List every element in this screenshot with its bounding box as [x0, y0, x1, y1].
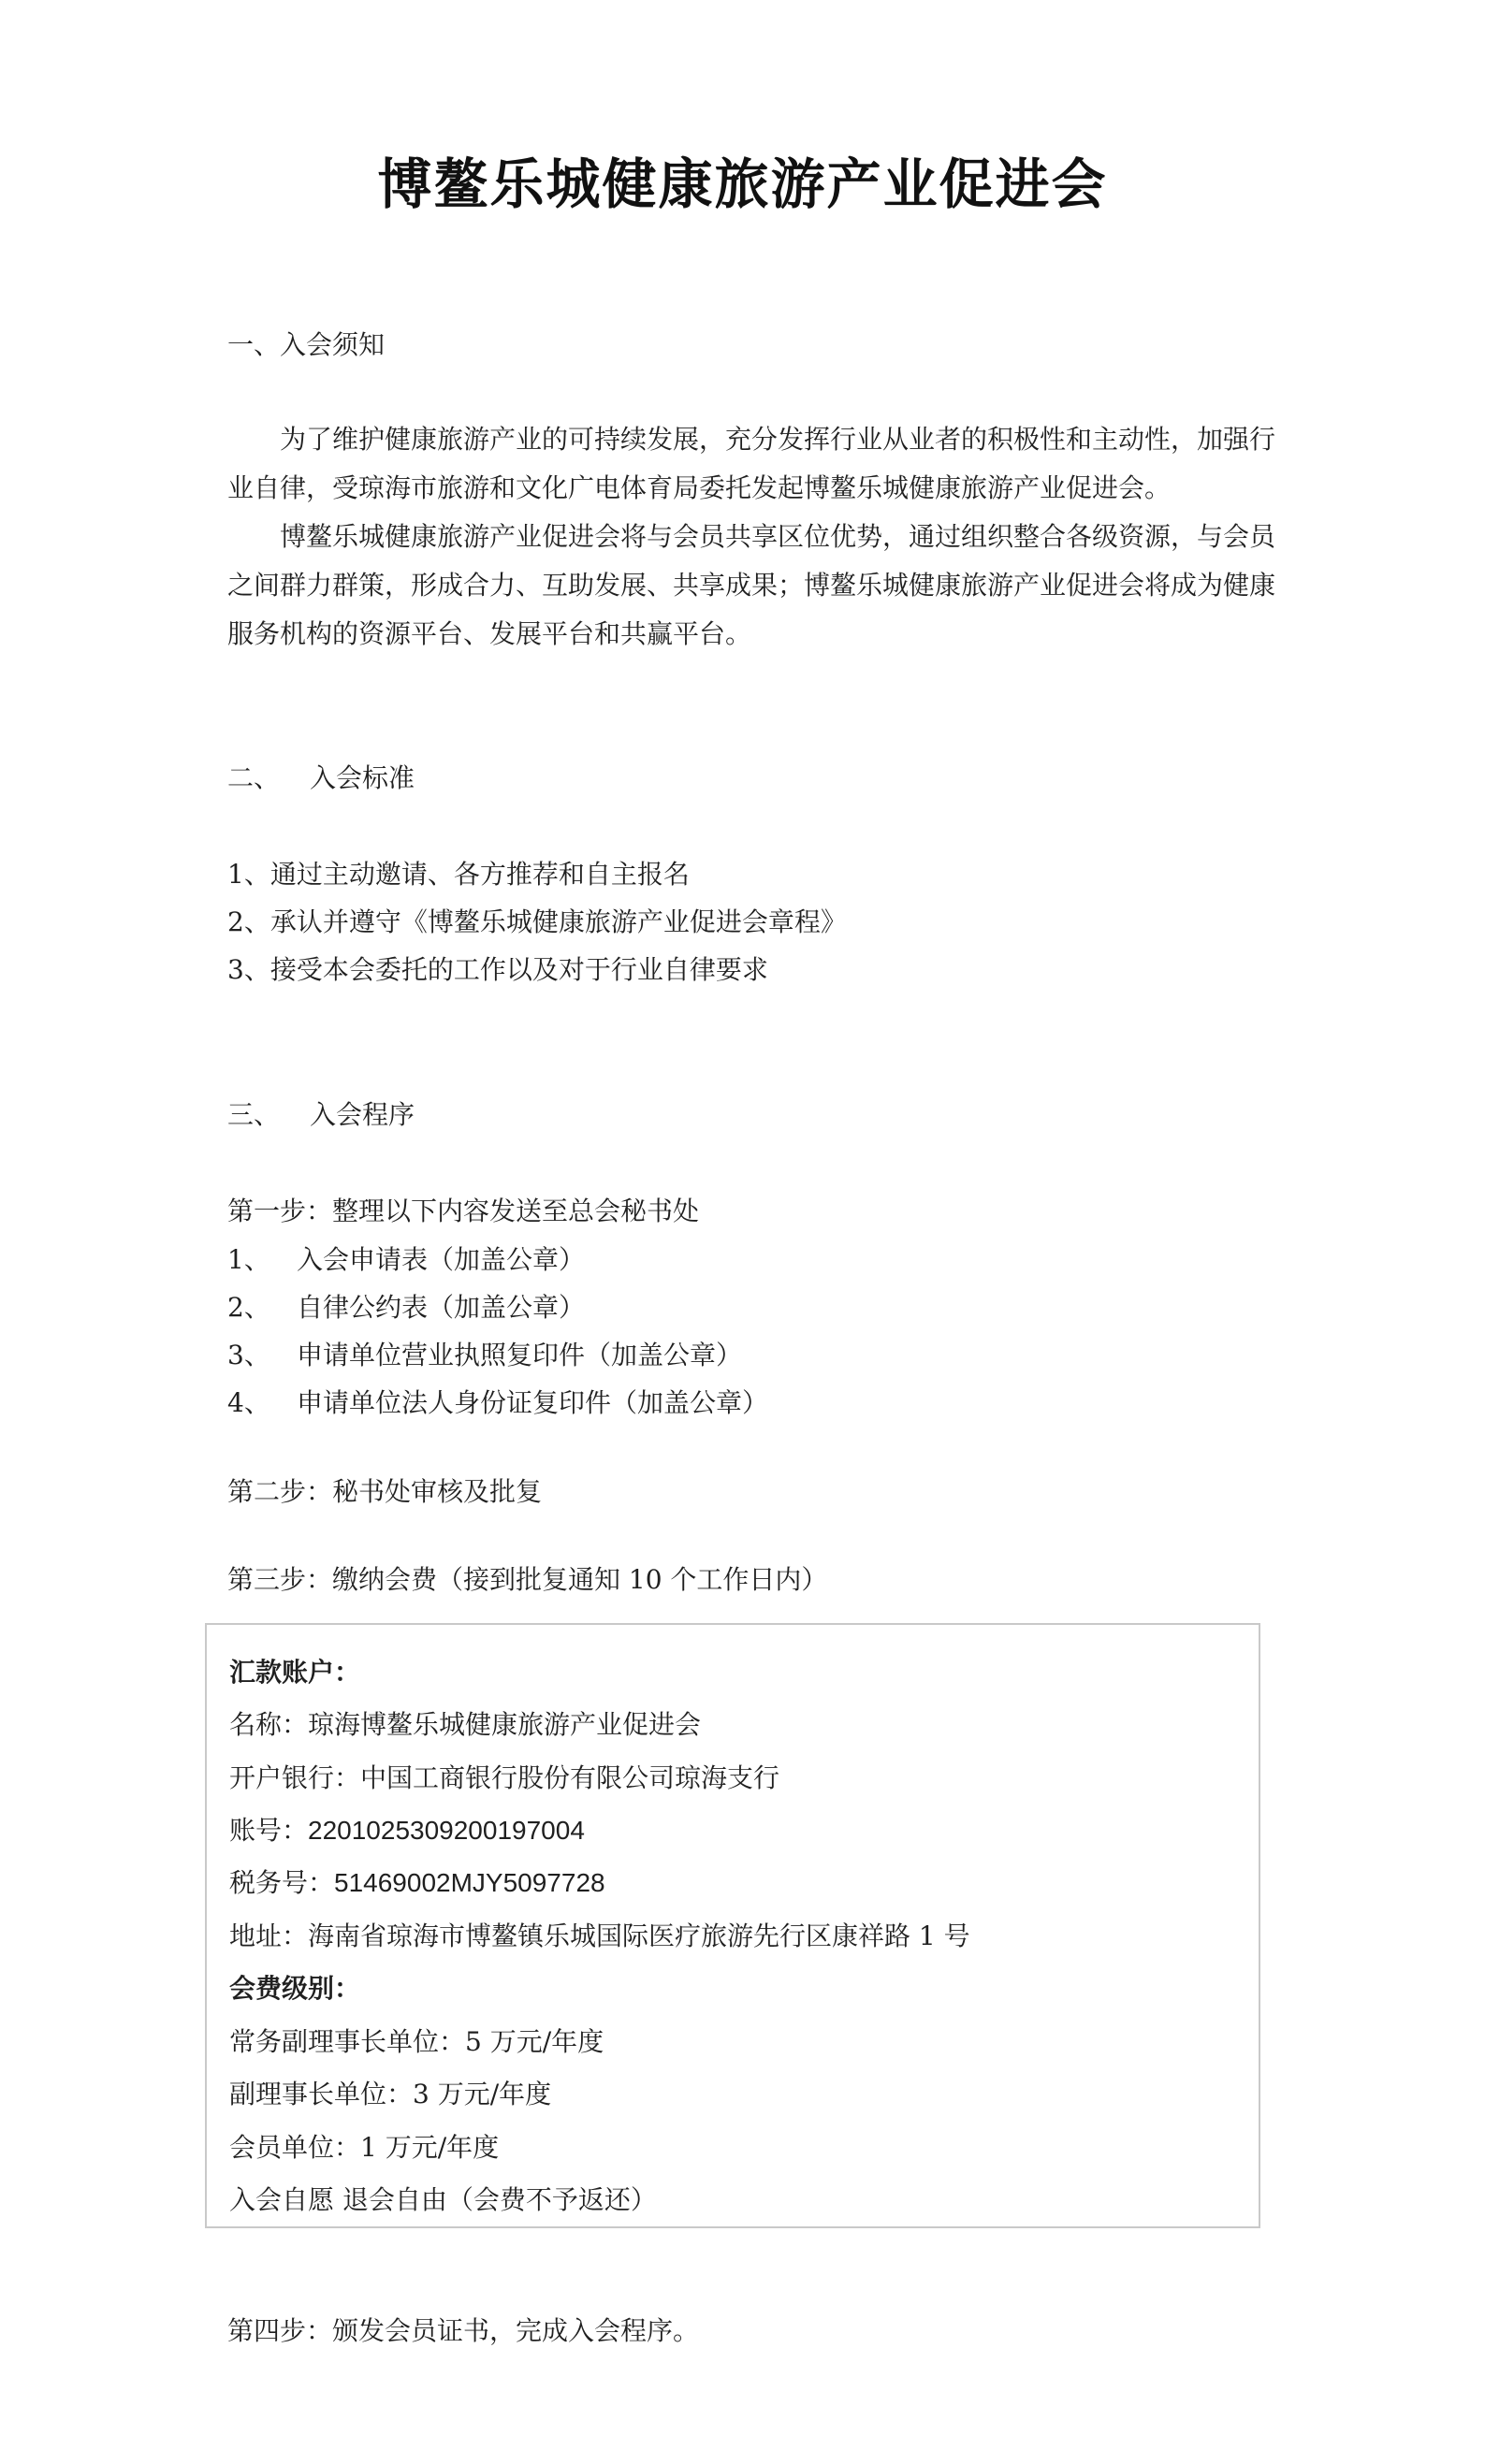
address-row — [229, 1920, 970, 1952]
fee-executive-value: 5 万元/年度 — [465, 2026, 604, 2057]
section-title: 入会程序 — [310, 1099, 415, 1130]
section-heading-procedure — [227, 1099, 415, 1131]
tax-label: 税务号： — [229, 1867, 335, 1898]
step-three: 第三步：缴纳会费（接到批复通知 10 个工作日内） — [227, 1564, 828, 1595]
item-text: 自律公约表（加盖公章） — [297, 1292, 586, 1323]
standard-item: 3、接受本会委托的工作以及对于行业自律要求 — [227, 954, 768, 985]
document-item — [227, 1292, 585, 1324]
address-value: 海南省琼海市博鳌镇乐城国际医疗旅游先行区康祥路 1 号 — [308, 1920, 970, 1951]
fee-executive-row — [229, 2026, 604, 2058]
fee-member-label: 会员单位： — [229, 2132, 361, 2163]
account-number-row — [229, 1815, 585, 1847]
item-number: 2、 — [227, 1292, 270, 1323]
account-info-box — [205, 1623, 1260, 2228]
section-number: 二、 — [227, 762, 281, 793]
item-text: 入会申请表（加盖公章） — [297, 1244, 586, 1275]
notice-paragraph-2: 博鳌乐城健康旅游产业促进会将与会员共享区位优势，通过组织整合各级资源，与会员之间群力群策，形成合力、互助发展、共享成果；博鳌乐城健康旅游产业促进会将成为健康服务机构的资源平台、发展平台和共赢平台。 — [227, 521, 1276, 649]
item-text: 申请单位营业执照复印件（加盖公章） — [297, 1340, 743, 1370]
section-heading-notice: 一、入会须知 — [227, 329, 386, 360]
tax-number-row — [229, 1867, 605, 1899]
item-number: 3、 — [227, 1340, 270, 1370]
document-item — [227, 1340, 742, 1371]
account-name-row — [229, 1709, 701, 1741]
document-item — [227, 1244, 585, 1276]
fee-vice-value: 3 万元/年度 — [413, 2079, 552, 2109]
section-heading-standards — [227, 762, 415, 794]
step-two: 第二步：秘书处审核及批复 — [227, 1476, 543, 1507]
document-item — [227, 1387, 768, 1419]
name-label: 名称： — [229, 1709, 309, 1740]
item-number: 1、 — [227, 1244, 270, 1275]
account-label: 账号： — [229, 1815, 309, 1846]
fee-vice-row — [229, 2079, 551, 2110]
fee-heading: 会费级别： — [229, 1973, 361, 2004]
standard-item: 2、承认并遵守《博鳌乐城健康旅游产业促进会章程》 — [227, 906, 847, 937]
account-heading: 汇款账户： — [229, 1657, 361, 1688]
address-label: 地址： — [229, 1920, 309, 1951]
fee-vice-label: 副理事长单位： — [229, 2079, 414, 2109]
bank-value: 中国工商银行股份有限公司琼海支行 — [360, 1762, 780, 1793]
tax-value: 51469002MJY5097728 — [334, 1868, 605, 1897]
section-number: 三、 — [227, 1099, 281, 1130]
account-value: 2201025309200197004 — [308, 1816, 585, 1845]
step-one: 第一步：整理以下内容发送至总会秘书处 — [227, 1196, 700, 1226]
bank-row — [229, 1762, 779, 1794]
page-title: 博鳌乐城健康旅游产业促进会 — [377, 152, 1108, 216]
membership-note: 入会自愿 退会自由（会费不予返还） — [229, 2184, 657, 2215]
standard-item: 1、通过主动邀请、各方推荐和自主报名 — [227, 859, 690, 890]
fee-executive-label: 常务副理事长单位： — [229, 2026, 466, 2057]
fee-member-value: 1 万元/年度 — [360, 2132, 500, 2163]
item-number: 4、 — [227, 1387, 270, 1418]
step-four: 第四步：颁发会员证书，完成入会程序。 — [227, 2315, 700, 2346]
name-value: 琼海博鳌乐城健康旅游产业促进会 — [308, 1709, 702, 1740]
notice-paragraph-1: 为了维护健康旅游产业的可持续发展，充分发挥行业从业者的积极性和主动性，加强行业自律，受琼海市旅游和文化广电体育局委托发起博鳌乐城健康旅游产业促进会。 — [227, 424, 1276, 503]
bank-label: 开户银行： — [229, 1762, 361, 1793]
section-title: 入会标准 — [310, 762, 415, 793]
item-text: 申请单位法人身份证复印件（加盖公章） — [297, 1387, 769, 1418]
fee-member-row — [229, 2132, 499, 2164]
